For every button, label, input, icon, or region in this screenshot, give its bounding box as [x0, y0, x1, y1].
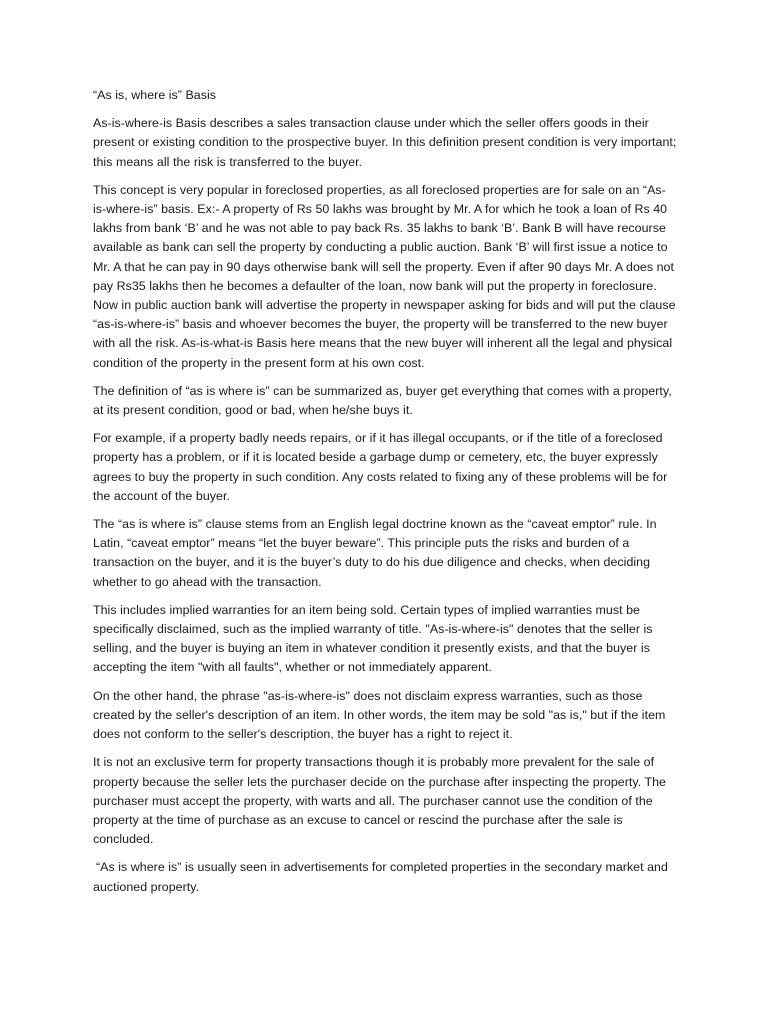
paragraph-caveat-emptor: The “as is where is” clause stems from an English legal doctrine known as the “caveat emptor” rule. In Latin, “caveat emptor” means “let the buyer beware”. This principle puts the risks and burden of a transaction on the buyer, and it is the buyer’s duty to do his due diligence and checks, when deciding whether to go ahead with the transaction.: [93, 517, 657, 589]
paragraph-summary: The definition of “as is where is” can be summarized as, buyer get everything that comes with a property, at its present condition, good or bad, when he/she buys it.: [93, 383, 672, 418]
paragraph-definition: As-is-where-is Basis describes a sales transaction clause under which the seller offers goods in their present or existing condition to the prospective buyer. In this definition present condition is very important; this means all the risk is transferred to the buyer.: [93, 116, 677, 169]
document-body: [93, 86, 678, 906]
paragraph-example-repairs: For example, if a property badly needs repairs, or if it has illegal occupants, or if the title of a foreclosed property has a problem, or if it is located beside a garbage dump or cemetery, etc, the buyer expressly agrees to buy the property in such condition. Any costs related to fixing any of these problems will be for the account of the buyer.: [93, 431, 668, 503]
paragraph-express-warranties: On the other hand, the phrase "as-is-where-is" does not disclaim express warranties, such as those created by the seller's description of an item. In other words, the item may be sold "as is," but if the item does not conform to the seller's description, the buyer has a right to reject it.: [93, 688, 666, 742]
paragraph-advertisements: “As is where is” is usually seen in advertisements for completed properties in the secondary market and auctioned property.: [93, 860, 668, 894]
paragraph-implied-warranties: This includes implied warranties for an item being sold. Certain types of implied warranties must be specifically disclaimed, such as the implied warranty of title. "As-is-where-is" denotes that the seller is selling, and the buyer is buying an item in whatever condition it presently exists, and that the buyer is accepting the item "with all faults", whether or not immediately apparent.: [93, 602, 653, 675]
paragraph-property-transactions: It is not an exclusive term for property transactions though it is probably more prevalent for the sale of property because the seller lets the purchaser decide on the purchase after inspecting the property. The purchaser must accept the property, with warts and all. The purchaser cannot use the condition of the property at the time of purchase as an excuse to cancel or rescind the purchase after the sale is concluded.: [93, 755, 666, 847]
document-title: “As is, where is” Basis: [93, 88, 217, 102]
paragraph-foreclosure-example: This concept is very popular in foreclosed properties, as all foreclosed properties are for sale on an “As-is-where-is” basis. Ex:- A property of Rs 50 lakhs was brought by Mr. A for which he took a loan of Rs 40 lakhs from bank ‘B’ and he was not able to pay back Rs. 35 lakhs to bank ‘B’. Bank B will have recourse available as bank can sell the property by conducting a public auction. Bank ‘B’ will first issue a notice to Mr. A that he can pay in 90 days otherwise bank will sell the property. Even if after 90 days Mr. A does not pay Rs35 lakhs then he becomes a defaulter of the loan, now bank will put the property in foreclosure. Now in public auction bank will advertise the property in newspaper asking for bids and will put the clause “as-is-where-is” basis and whoever becomes the buyer, the property will be transferred to the new buyer with all the risk. As-is-what-is Basis here means that the new buyer will inherent all the legal and physical condition of the property in the present form at his own cost.: [93, 182, 676, 370]
